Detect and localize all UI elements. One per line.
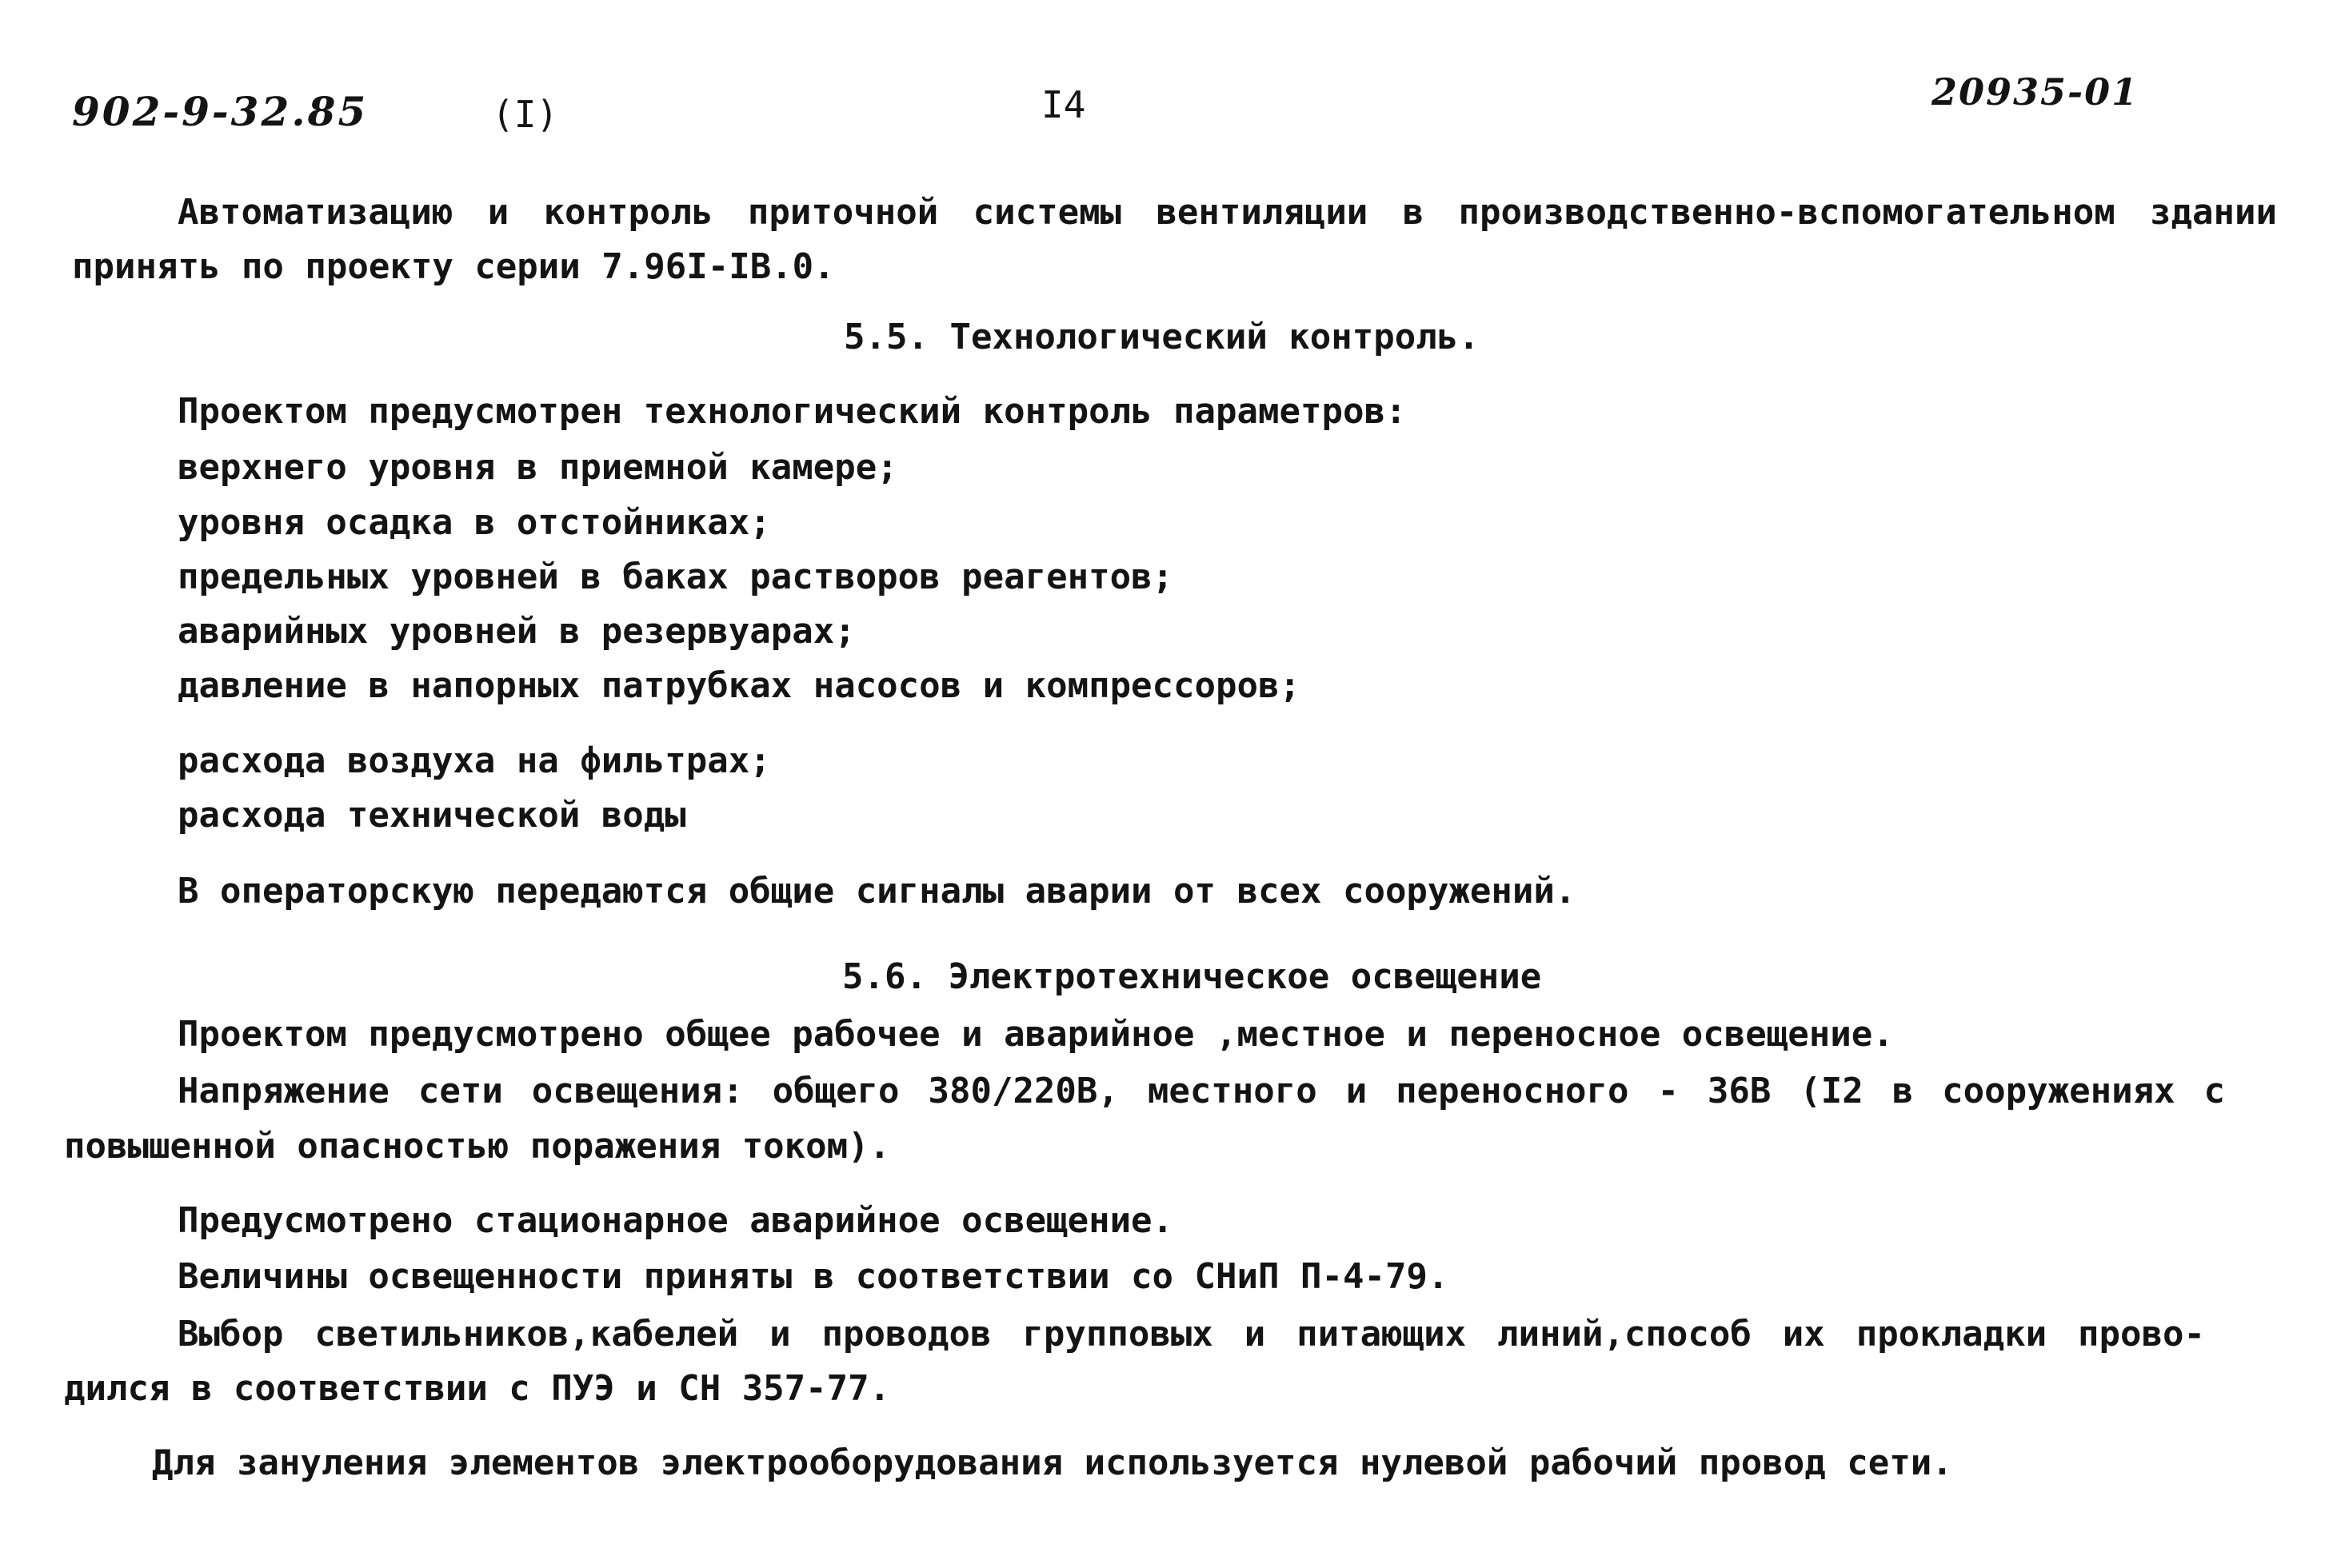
page-number: I4 bbox=[1041, 83, 1086, 126]
lighting-paragraph-2-line-2: повышенной опасностью поражения током). bbox=[64, 1126, 891, 1167]
control-item: расхода воздуха на фильтрах; bbox=[178, 740, 771, 781]
document-code: 902-9-32.85 bbox=[72, 88, 369, 135]
control-item: уровня осадка в отстойниках; bbox=[178, 502, 771, 543]
control-item: аварийных уровней в резервуарах; bbox=[178, 611, 856, 652]
control-item: давление в напорных патрубках насосов и компрессоров; bbox=[178, 665, 1300, 706]
lighting-paragraph-5-line-1: Выбор светильников,кабелей и проводов групповых и питающих линий,способ их прокладки прово- bbox=[178, 1314, 2205, 1355]
section-5-5-lead: Проектом предусмотрен технологический контроль параметров: bbox=[178, 391, 1407, 432]
inventory-number: 20935-01 bbox=[1932, 70, 2139, 114]
lighting-paragraph-5-line-2: дился в соответствии с ПУЭ и СН 357-77. bbox=[64, 1368, 891, 1409]
intro-line-2: принять по проекту серии 7.96I-IВ.0. bbox=[72, 246, 835, 287]
lighting-paragraph-6: Для зануления элементов электрооборудования используется нулевой рабочий провод сети. bbox=[152, 1442, 1953, 1483]
control-item: предельных уровней в баках растворов реагентов; bbox=[178, 557, 1174, 597]
document-part: (I) bbox=[492, 93, 559, 136]
lighting-paragraph-2-line-1: Напряжение сети освещения: общего 380/220В, местного и переносного - 36В (I2 в сооружениях с bbox=[178, 1071, 2225, 1111]
section-5-6-title: 5.6. Электротехническое освещение bbox=[842, 956, 1542, 997]
lighting-paragraph-1: Проектом предусмотрено общее рабочее и аварийное ,местное и переносное освещение. bbox=[178, 1014, 1894, 1055]
section-5-5-closing: В операторскую передаются общие сигналы аварии от всех сооружений. bbox=[178, 871, 1576, 912]
control-item: верхнего уровня в приемной камере; bbox=[178, 447, 898, 488]
section-5-5-title: 5.5. Технологический контроль. bbox=[844, 317, 1480, 357]
intro-line-1: Автоматизацию и контроль приточной системы вентиляции в производственно-вспомогательном здании bbox=[178, 192, 2277, 233]
lighting-paragraph-4: Величины освещенности приняты в соответствии со СНиП П-4-79. bbox=[178, 1256, 1449, 1297]
control-item: расхода технической воды bbox=[178, 795, 686, 836]
lighting-paragraph-3: Предусмотрено стационарное аварийное освещение. bbox=[178, 1200, 1174, 1241]
